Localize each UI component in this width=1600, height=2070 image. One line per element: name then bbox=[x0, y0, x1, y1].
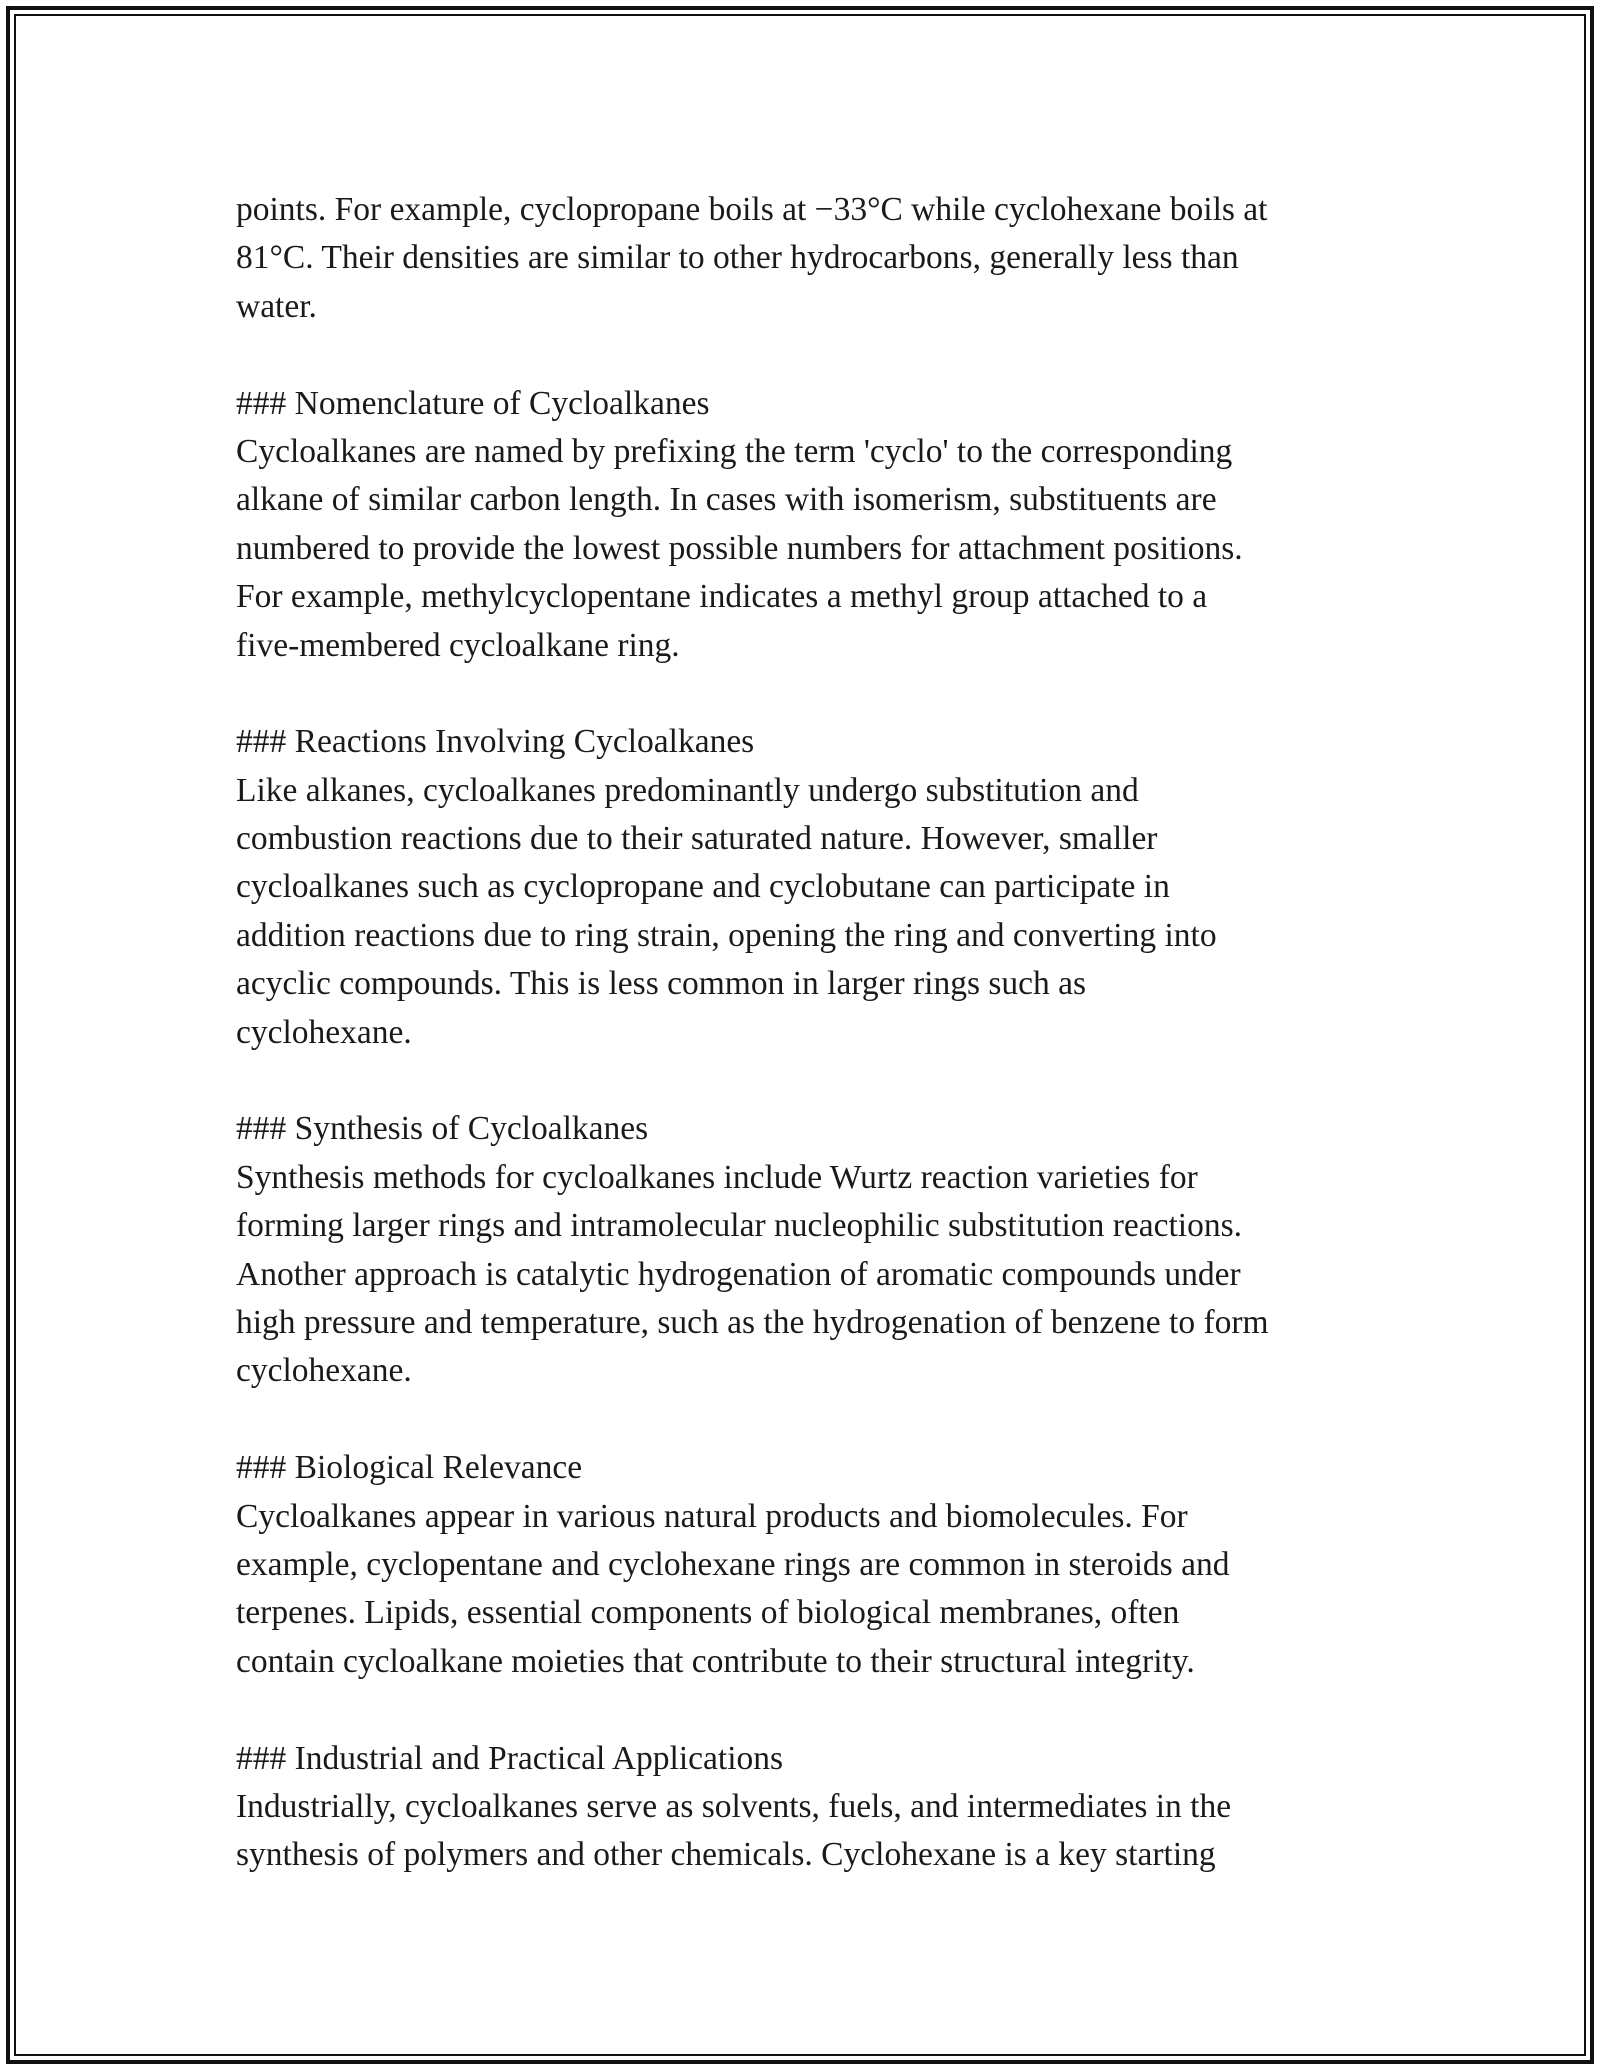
text-line: forming larger rings and intramolecular nucleophilic substitution reactions. bbox=[236, 1207, 1242, 1245]
text-line: high pressure and temperature, such as the hydrogenation of benzene to form bbox=[236, 1303, 1269, 1341]
text-line: Industrially, cycloalkanes serve as solvents, fuels, and intermediates in the bbox=[236, 1787, 1232, 1825]
section-synthesis bbox=[236, 1105, 1386, 1395]
text-line: alkane of similar carbon length. In cases with isomerism, substituents are bbox=[236, 481, 1217, 519]
section-biological-relevance bbox=[236, 1444, 1386, 1686]
text-line: combustion reactions due to their saturated nature. However, smaller bbox=[236, 820, 1158, 858]
text-line: cyclohexane. bbox=[236, 1013, 412, 1051]
section-heading: ### Reactions Involving Cycloalkanes bbox=[236, 723, 755, 761]
text-line: acyclic compounds. This is less common in larger rings such as bbox=[236, 965, 1087, 1003]
text-line: synthesis of polymers and other chemicals. Cyclohexane is a key starting bbox=[236, 1836, 1216, 1874]
document-body bbox=[236, 186, 1386, 1880]
text-line: water. bbox=[236, 287, 317, 325]
text-line: contain cycloalkane moieties that contribute to their structural integrity. bbox=[236, 1642, 1195, 1680]
text-line: example, cyclopentane and cyclohexane rings are common in steroids and bbox=[236, 1545, 1230, 1583]
text-line: Cycloalkanes appear in various natural products and biomolecules. For bbox=[236, 1497, 1188, 1535]
text-line: points. For example, cyclopropane boils at −33°C while cyclohexane boils at bbox=[236, 191, 1268, 228]
section-heading: ### Biological Relevance bbox=[236, 1449, 583, 1487]
text-line: 81°C. Their densities are similar to other hydrocarbons, generally less than bbox=[236, 239, 1239, 277]
section-reactions bbox=[236, 718, 1386, 1057]
paragraph-gap bbox=[236, 670, 1386, 718]
text-line: Like alkanes, cycloalkanes predominantly undergo substitution and bbox=[236, 771, 1139, 809]
section-industrial-applications bbox=[236, 1735, 1386, 1880]
text-line: Cycloalkanes are named by prefixing the term 'cyclo' to the corresponding bbox=[236, 432, 1233, 470]
paragraph-gap bbox=[236, 1396, 1386, 1444]
paragraph-gap bbox=[236, 331, 1386, 379]
text-line: Another approach is catalytic hydrogenation of aromatic compounds under bbox=[236, 1255, 1241, 1293]
paragraph-physical-properties-continued bbox=[236, 186, 1386, 331]
section-heading: ### Nomenclature of Cycloalkanes bbox=[236, 384, 710, 422]
section-nomenclature bbox=[236, 380, 1386, 670]
text-line: terpenes. Lipids, essential components of biological membranes, often bbox=[236, 1594, 1180, 1632]
text-line: Synthesis methods for cycloalkanes include Wurtz reaction varieties for bbox=[236, 1158, 1198, 1196]
text-line: five-membered cycloalkane ring. bbox=[236, 626, 680, 664]
text-line: cycloalkanes such as cyclopropane and cyclobutane can participate in bbox=[236, 868, 1170, 906]
section-heading: ### Synthesis of Cycloalkanes bbox=[236, 1110, 649, 1148]
text-line: cyclohexane. bbox=[236, 1352, 412, 1390]
text-line: addition reactions due to ring strain, opening the ring and converting into bbox=[236, 916, 1217, 954]
paragraph-gap bbox=[236, 1686, 1386, 1734]
text-line: For example, methylcyclopentane indicates a methyl group attached to a bbox=[236, 578, 1208, 616]
paragraph-gap bbox=[236, 1057, 1386, 1105]
section-heading: ### Industrial and Practical Applications bbox=[236, 1739, 784, 1777]
text-line: numbered to provide the lowest possible numbers for attachment positions. bbox=[236, 529, 1243, 567]
